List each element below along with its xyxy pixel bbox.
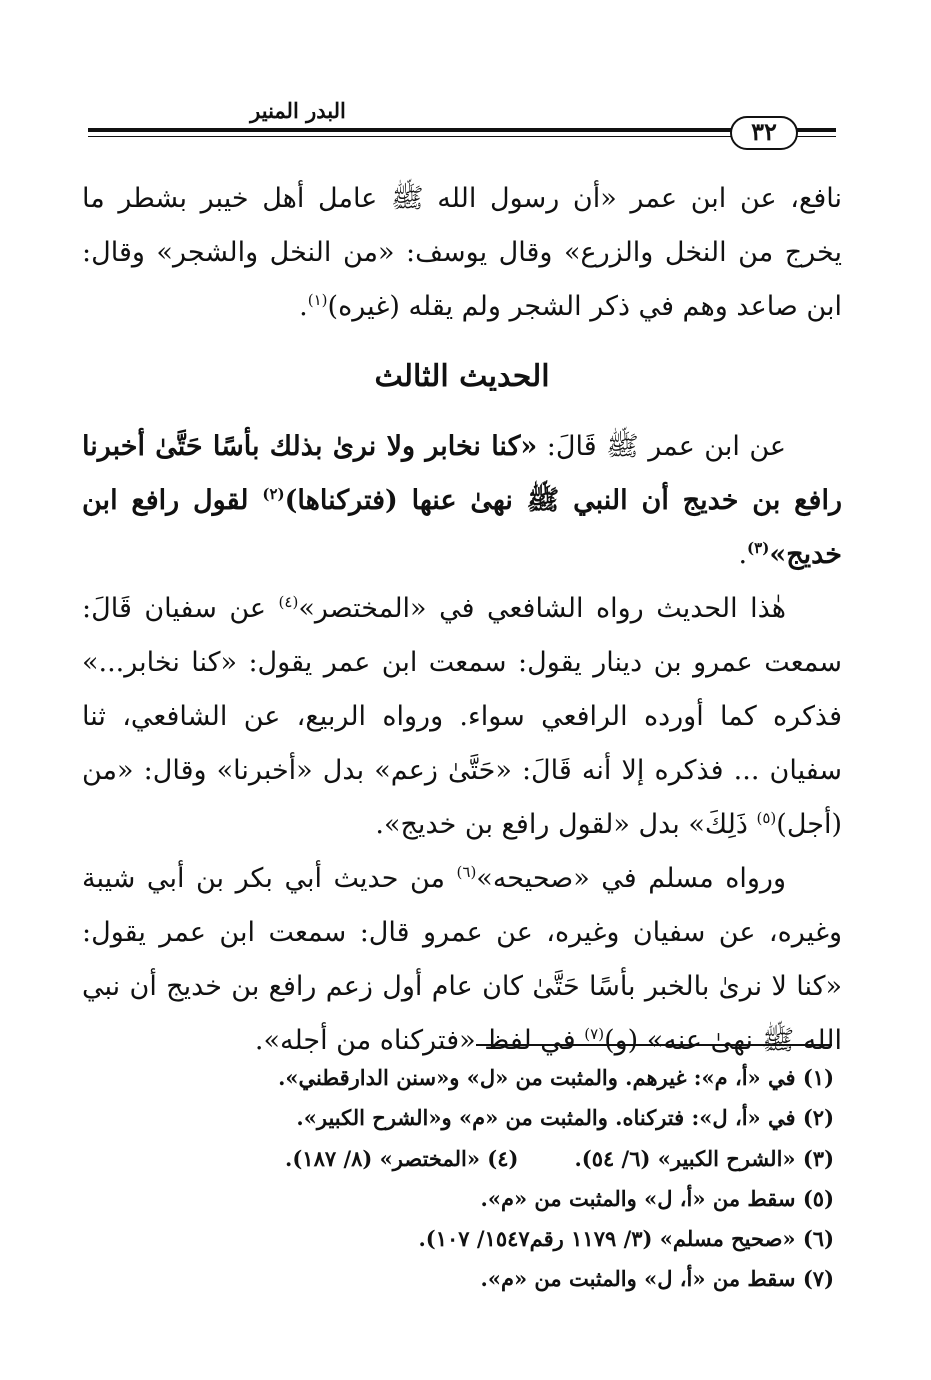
p1-line-3-end: . — [299, 291, 308, 322]
footnote-ref-7: (٧) — [584, 1025, 605, 1043]
footnote-separator — [476, 1044, 832, 1046]
page-number: ٣٢ — [730, 116, 798, 150]
paragraph-2 — [82, 420, 842, 582]
footnote-1: (١) في «أ، م»: غيرهم. والمثبت من «ل» و«سنن الدارقطني». — [278, 1065, 834, 1090]
hadith-text: «كنا نخابر ولا نرىٰ بذلك بأسًا حَتَّىٰ أخبرنا رافع بن خديج أن النبي ﷺ نهىٰ عنها (فتركناها) — [82, 431, 842, 516]
running-title: البدر المنير — [250, 98, 346, 123]
footnote-4: (٤) «المختصر» (٨/ ١٨٧). — [285, 1145, 519, 1171]
p2-end: . — [738, 539, 748, 570]
paragraph-3 — [82, 582, 842, 852]
footnote-3: (٣) «الشرح الكبير» (٦/ ٥٤). — [574, 1145, 834, 1171]
footnote-ref-5: (٥) — [756, 809, 777, 827]
paragraph-4 — [82, 852, 842, 1068]
footnote-ref-2: (٢) — [262, 485, 285, 503]
footnote-ref-4: (٤) — [278, 593, 299, 611]
section-heading: الحديث الثالث — [374, 359, 550, 394]
footnote-ref-6: (٦) — [456, 863, 477, 881]
footnotes — [82, 1058, 834, 1300]
p3-part-c: ذَلِكَ» بدل «لقول رافع بن خديج». — [375, 809, 757, 840]
footnote-5: (٥) سقط من «أ، ل» والمثبت من «م». — [480, 1185, 834, 1211]
main-text — [82, 172, 842, 1068]
p4-part-b: من حديث أبي بكر بن أبي شيبة وغيره، عن سفيان وغيره، عن عمرو قال: سمعت ابن عمر يقول: «كنا لا نرىٰ بالخبر بأسًا حَتَّىٰ كان عام أول زعم رافع بن خديج أن نبي الله ﷺ نهىٰ عنه» (و) — [82, 863, 842, 1056]
footnote-2: (٢) في «أ، ل»: فتركناه. والمثبت من «م» و«الشرح الكبير». — [296, 1105, 834, 1131]
p3-part-b: عن سفيان قَالَ: سمعت عمرو بن دينار يقول: سمعت ابن عمر يقول: «كنا نخابر...» فذكره كما أورده الرافعي سواء. ورواه الربيع، عن الشافعي، ثنا سفيان ... فذكره إلا أنه قَالَ: «حَتَّىٰ زعم» بدل «أخبرنا» وقال: «من (أجل) — [82, 593, 842, 840]
p1-line-1: نافع، عن ابن عمر «أن رسول الله ﷺ عامل أهل خيبر بشطر ما يخرج من — [82, 183, 842, 268]
hadith-text-end: لقول رافع ابن خديج» — [82, 485, 842, 570]
p4-part-c: في لفظ «فتركناه من أجله». — [254, 1025, 585, 1056]
footnote-ref-3: (٣) — [747, 539, 770, 557]
p1-line-2: النخل والزرع» وقال يوسف: «من النخل والشجر» وقال: ابن صاعد — [82, 237, 842, 322]
footnote-row-3-4 — [82, 1139, 834, 1179]
paragraph-1 — [82, 172, 842, 334]
p3-part-a: هٰذا الحديث رواه الشافعي في «المختصر» — [298, 593, 786, 624]
footnote-7: (٧) سقط من «أ، ل» والمثبت من «م». — [480, 1266, 834, 1292]
header-rule — [88, 128, 836, 137]
p1-line-3: وهم في ذكر الشجر ولم يقله (غيره) — [327, 291, 728, 322]
p2-intro: عن ابن عمر ﷺ قَالَ: — [537, 431, 787, 462]
p4-part-a: ورواه مسلم في «صحيحه» — [476, 863, 786, 894]
footnote-ref-1: (١) — [307, 291, 328, 309]
footnote-6: (٦) «صحيح مسلم» (٣/ ١١٧٩ رقم١٥٤٧/ ١٠٧). — [418, 1226, 834, 1252]
